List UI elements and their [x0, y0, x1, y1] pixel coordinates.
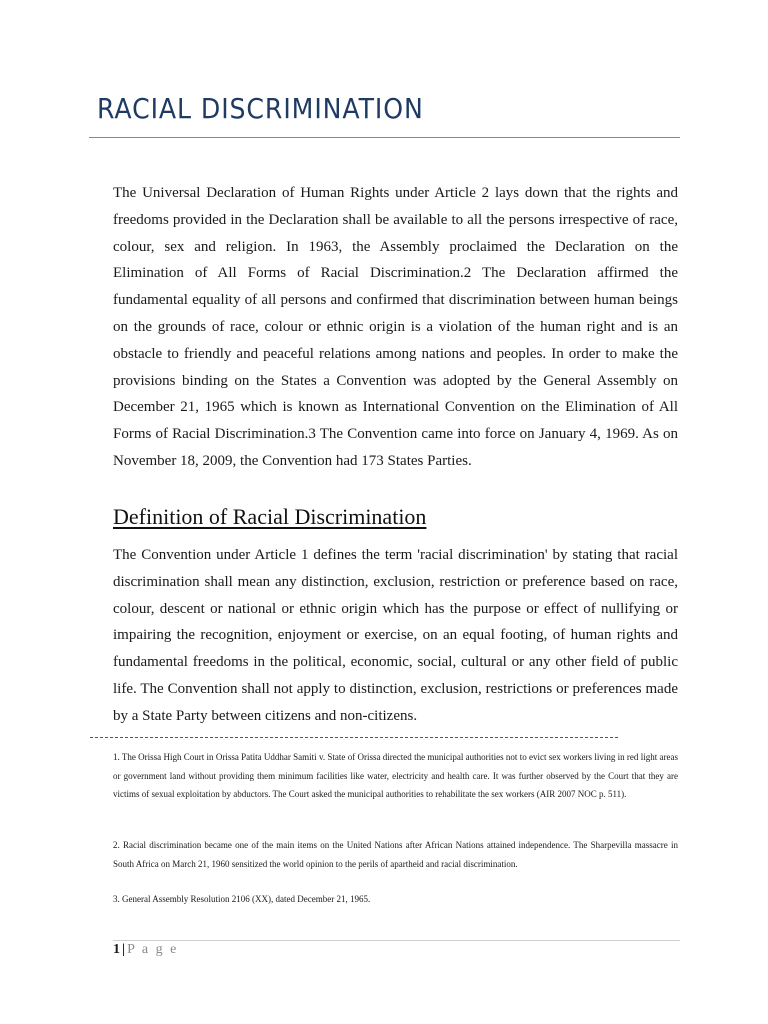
- page-footer: [113, 942, 178, 958]
- page-label: P a g e: [127, 942, 179, 957]
- footnote-3: 3. General Assembly Resolution 2106 (XX), dated December 21, 1965.: [113, 894, 371, 904]
- page-separator: |: [122, 942, 126, 957]
- footnote-2: 2. Racial discrimination became one of the main items on the United Nations after African Nations attained independence. The Sharpevilla massacre in South Africa on March 21, 1960 sensitized the world opinion to the perils of apartheid and racial discrimination.: [113, 840, 678, 869]
- title-underline-rule: [89, 137, 680, 138]
- definition-paragraph: The Convention under Article 1 defines the term 'racial discrimination' by stating that racial discrimination shall mean any distinction, exclusion, restriction or preference based on race, colour, descent or national or ethnic origin which has the purpose or effect of nullifying or impairing the recognition, enjoyment or exercise, on an equal footing, of human rights and fundamental freedoms in the political, economic, social, cultural or any other field of public life. The Convention shall not apply to distinction, exclusion, restrictions or preferences made by a State Party between citizens and non-citizens.: [113, 547, 678, 724]
- document-title: RACIAL DISCRIMINATION: [97, 92, 424, 125]
- footer-rule: [113, 940, 680, 941]
- intro-paragraph: The Universal Declaration of Human Rights under Article 2 lays down that the rights and freedoms provided in the Declaration shall be available to all the persons irrespective of race, colour, sex and religion. In 1963, the Assembly proclaimed the Declaration on the Elimination of All Forms of Racial Discrimination.2 The Declaration affirmed the fundamental equality of all persons and confirmed that discrimination between human beings on the grounds of race, colour or ethnic origin is a violation of the human right and is an obstacle to friendly and peaceful relations among nations and peoples. In order to make the provisions binding on the States a Convention was adopted by the General Assembly on December 21, 1965 which is known as International Convention on the Elimination of All Forms of Racial Discrimination.3 The Convention came into force on January 4, 1969. As on November 18, 2009, the Convention had 173 States Parties.: [113, 185, 678, 469]
- page-number: 1: [113, 942, 120, 957]
- footnote-separator: [90, 737, 618, 738]
- section-heading: Definition of Racial Discrimination: [113, 504, 427, 529]
- footnote-1: 1. The Orissa High Court in Orissa Patita Uddhar Samiti v. State of Orissa directed the municipal authorities not to evict sex workers living in red light areas or government land without providing them minimum facilities like water, electricity and health care. It was further observed by the Court that they are victims of sexual exploitation by abductors. The Court asked the municipal authorities to rehabilitate the sex workers (AIR 2007 NOC p. 511).: [113, 752, 678, 799]
